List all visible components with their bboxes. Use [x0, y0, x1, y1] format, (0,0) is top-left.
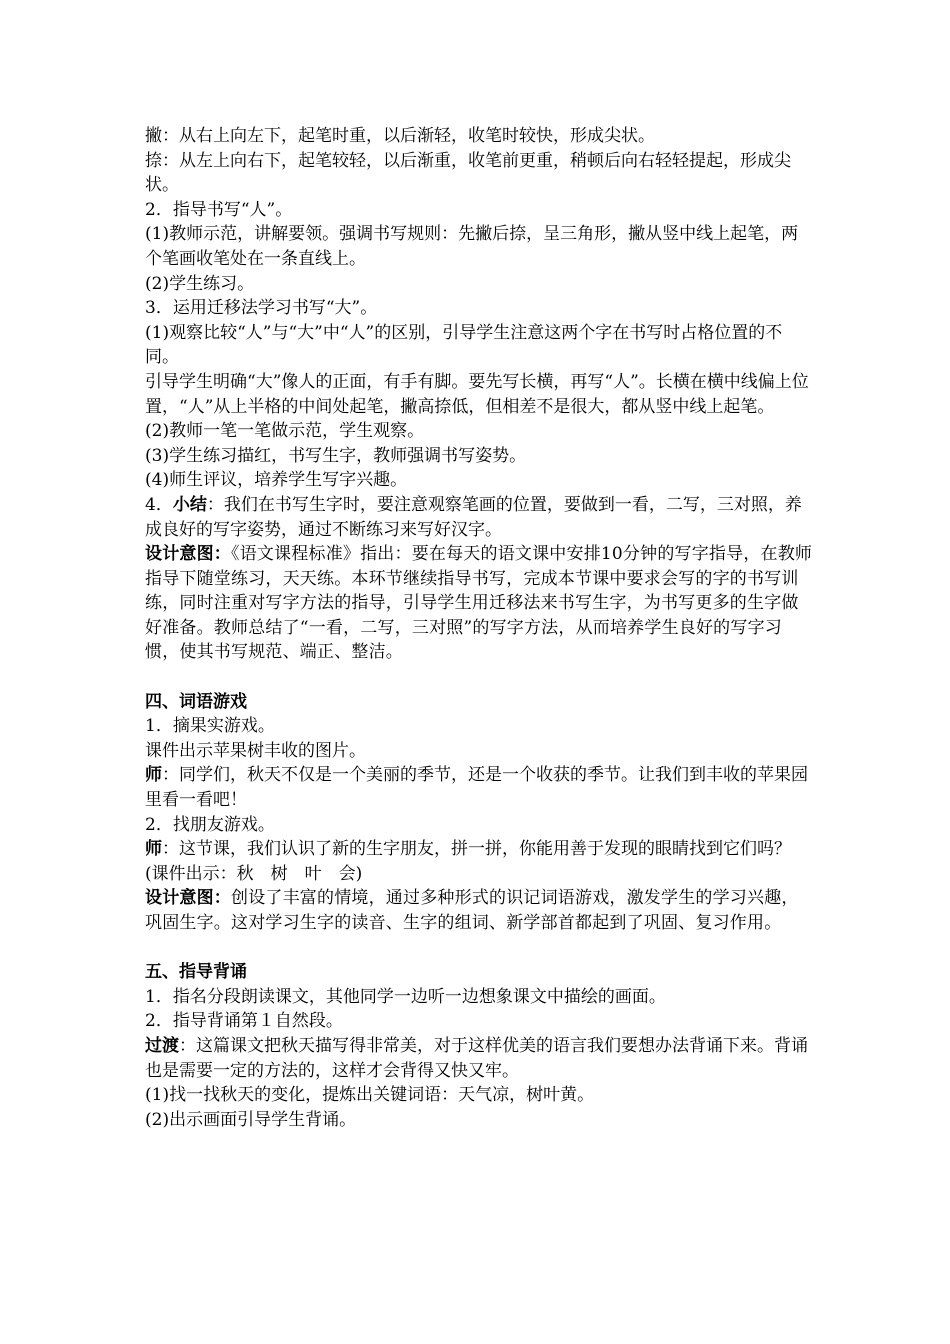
paragraph-summary: 4．小结：我们在书写生字时，要注意观察笔画的位置，要做到一看，二写，三对照，养成良好的写字姿势，通过不断练习来写好汉字。: [145, 494, 802, 540]
paragraph-step-3-guide: 引导学生明确“大”像人的正面，有手有脚。要先写长横，再写“人”。长横在横中线偏上位置，“人”从上半格的中间处起笔，撇高捺低，但相差不是很大，都从竖中线上起笔。: [145, 371, 809, 417]
paragraph-transition: 过渡：这篇课文把秋天描写得非常美，对于这样优美的语言我们要想办法背诵下来。背诵也是需要一定的方法的，这样才会背得又快又牢。: [145, 1035, 808, 1081]
transition-label: 过渡: [145, 1035, 179, 1056]
paragraph-teacher-2: 师：这节课，我们认识了新的生字朋友，拼一拼，你能用善于发现的眼睛找到它们吗？: [145, 839, 791, 860]
paragraph-design-intent-2: 设计意图：创设了丰富的情境，通过多种形式的识记词语游戏，激发学生的学习兴趣，巩固生字。这对学习生字的读音、生字的组词、新学部首都起到了巩固、复习作用。: [145, 888, 799, 933]
paragraph-teacher-1: 师：同学们，秋天不仅是一个美丽的季节，还是一个收获的季节。让我们到丰收的苹果园里看一看吧！: [145, 765, 808, 811]
paragraph-step-3-1: (1)观察比较“人”与“大”中“人”的区别，引导学生注意这两个字在书写时占格位置的不同。: [145, 322, 783, 368]
section-heading-recitation: 五、指导背诵: [145, 962, 247, 983]
paragraph-step-2: 2．指导书写“人”。: [145, 199, 293, 220]
document-page: [145, 124, 815, 1132]
teacher-label: 师: [145, 765, 162, 786]
paragraph-recite-2-2: (2)出示画面引导学生背诵。: [145, 1109, 357, 1130]
paragraph-game-2: 2．找朋友游戏。: [145, 814, 275, 835]
paragraph-step-3-4: (4)师生评议，培养学生写字兴趣。: [145, 470, 408, 491]
design-intent-label: 设计意图：: [145, 888, 231, 909]
paragraph-game-1: 1．摘果实游戏。: [145, 716, 275, 737]
paragraph-step-2-1: (1)教师示范，讲解要领。强调书写规则：先撇后捺，呈三角形，撇从竖中线上起笔，两个笔画收笔处在一条直线上。: [145, 224, 799, 269]
paragraph-game-1-courseware: 课件出示苹果树丰收的图片。: [145, 740, 366, 761]
paragraph-na-stroke: 捺：从左上向右下，起笔较轻，以后渐重，收笔前更重，稍顿后向右轻轻提起，形成尖状。: [145, 150, 791, 196]
paragraph-recite-1: 1．指名分段朗读课文，其他同学一边听一边想象课文中描绘的画面。: [145, 986, 666, 1007]
paragraph-recite-2-1: (1)找一找秋天的变化，提炼出关键词语：天气凉，树叶黄。: [145, 1085, 595, 1106]
summary-label: 小结: [172, 494, 207, 515]
paragraph-courseware-words: (课件出示：秋 树 叶 会): [145, 863, 363, 884]
paragraph-step-3-2: (2)教师一笔一笔做示范，学生观察。: [145, 421, 425, 442]
section-heading-word-games: 四、词语游戏: [145, 691, 247, 712]
design-intent-label: 设计意图：: [145, 544, 231, 565]
paragraph-step-2-2: (2)学生练习。: [145, 273, 255, 294]
paragraph-step-3-3: (3)学生练习描红，书写生字，教师强调书写姿势。: [145, 445, 527, 466]
paragraph-design-intent-1: 设计意图：《语文课程标准》指出：要在每天的语文课中安排10分钟的写字指导，在教师指导下随堂练习，天天练。本环节继续指导书写，完成本节课中要求会写的字的书写训练，同时注重对写字方法的指导，引导学生用迁移法来书写生字，为书写更多的生字做好准备。教师总结了“一看，二写，三对照”的写字方法，从而培养学生良好的写字习惯，使其书写规范、端正、整洁。: [145, 544, 813, 663]
paragraph-recite-2: 2．指导背诵第１自然段。: [145, 1011, 343, 1032]
paragraph-step-3: 3．运用迁移法学习书写“大”。: [145, 298, 378, 319]
teacher-label: 师: [145, 839, 162, 860]
paragraph-pie-stroke: 撇：从右上向左下，起笔时重，以后渐轻，收笔时较快，形成尖状。: [145, 126, 655, 146]
